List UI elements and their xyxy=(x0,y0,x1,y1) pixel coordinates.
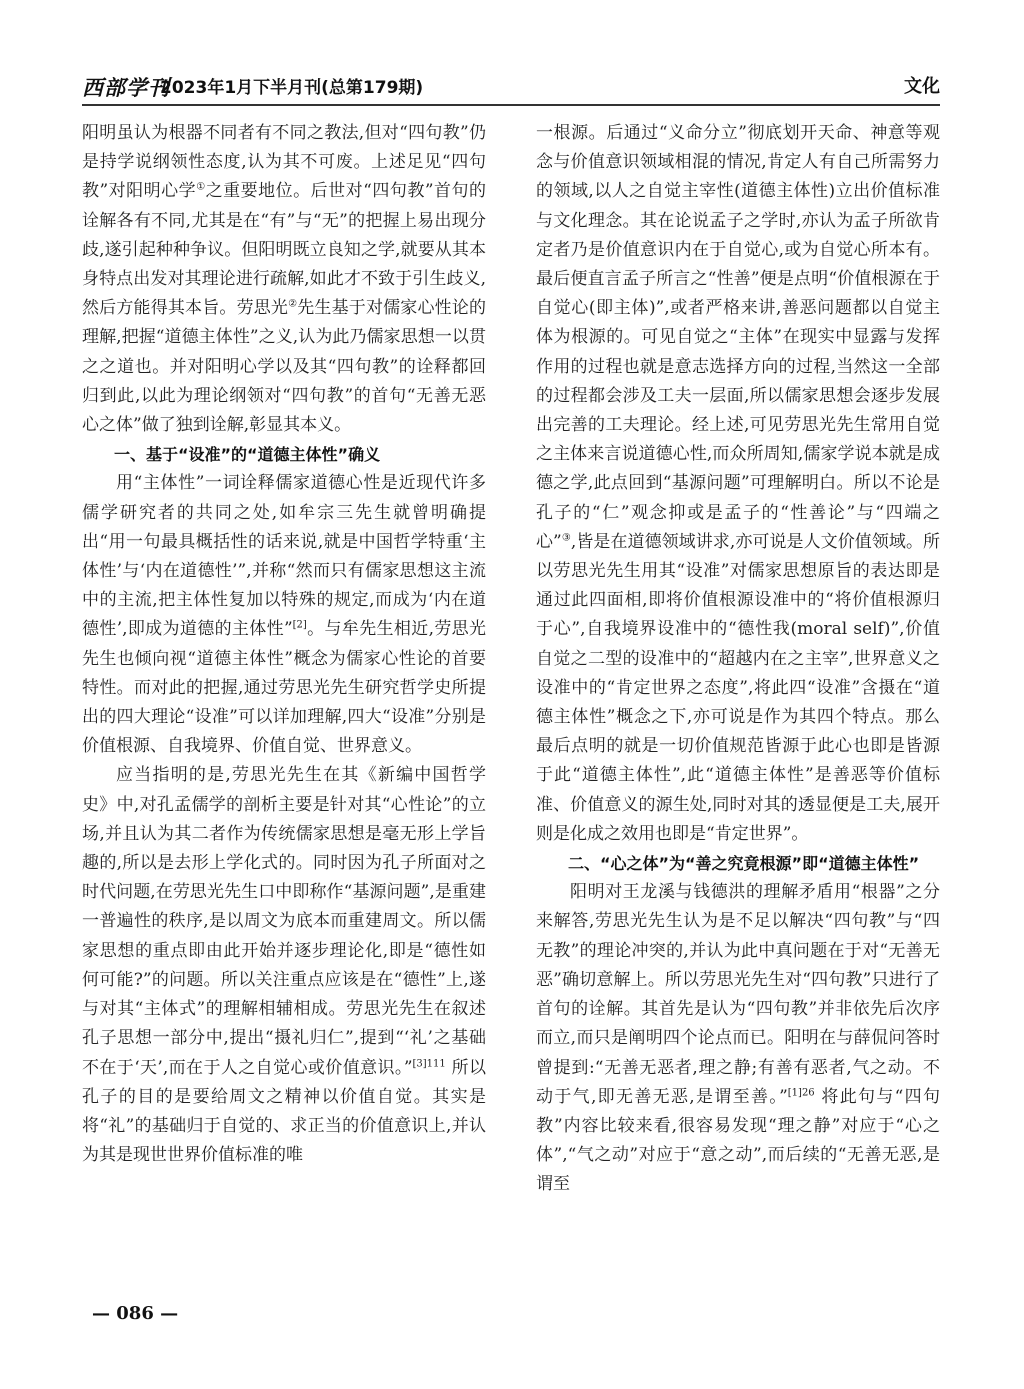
citation-marker: [1]26 xyxy=(787,1087,815,1099)
paragraph: 一根源。后通过“义命分立”彻底划开天命、神意等观念与价值意识领域相混的情况,肯定人有自己所需努力的领域,以人之自觉主宰性(道德主体性)立出价值标准与文化理念。其在论说孟子之学时,亦认为孟子所欲肯定者乃是价值意识内在于自觉心,或为自觉心所本有。最后便直言孟子所言之“性善”便是点明“价值根源在于自觉心(即主体)”,或者严格来讲,善恶问题都以自觉主体为根源的。可见自觉之“主体”在现实中显露与发挥作用的过程也就是意志选择方向的过程,当然这一全部的过程都会涉及工夫一层面,所以儒家思想会逐步发展出完善的工夫理论。经上述,可见劳思光先生常用自觉之主体来言说道德心性,而众所周知,儒家学说本就是成德之学,此点回到“基源问题”可理解明白。所以不论是孔子的“仁”观念抑或是孟子的“性善论”与“四端之心”③,皆是在道德领域讲求,亦可说是人文价值领域。所以劳思光先生用其“设准”对儒家思想原旨的表达即是通过此四面相,即将价值根源设准中的“将价值根源归于心”,自我境界设准中的“德性我(moral self)”,价值自觉之二型的设准中的“超越内在之主宰”,世界意义之设准中的“肯定世界之态度”,将此四“设准”含摄在“道德主体性”概念之下,亦可说是作为其四个特点。那么最后点明的就是一切价值规范皆源于此心也即是皆源于此“道德主体性”,此“道德主体性”是善恶等价值标准、价值意义的源生处,同时对其的透显便是工夫,展开则是化成之效用也即是“肯定世界”。 xyxy=(536,123,940,844)
section-name: 文化 xyxy=(904,76,940,97)
paragraph: 阳明虽认为根器不同者有不同之教法,但对“四句教”仍是持学说纲领性态度,认为其不可废。上述足见“四句教”对阳明心学①之重要地位。后世对“四句教”首句的诠解各有不同,尤其是在“有”与“无”的把握上易出现分歧,遂引起种种争议。但阳明既立良知之学,就要从其本身特点出发对其理论进行疏解,如此才不致于引生歧义,然后方能得其本旨。劳思光②先生基于对儒家心性论的理解,把握“道德主体性”之义,认为此乃儒家思想一以贯之之道也。并对阳明心学以及其“四句教”的诠释都回归到此,以此为理论纲领对“四句教”的首句“无善无恶心之体”做了独到诠解,彰显其本义。 xyxy=(82,123,487,436)
footnote-marker: ① xyxy=(196,181,206,193)
header-rule xyxy=(82,104,940,106)
journal-issue: 2023年1月下半月刊(总第179期) xyxy=(160,78,424,98)
paragraph: 应当指明的是,劳思光先生在其《新编中国哲学史》中,对孔孟儒学的剖析主要是针对其“心性论”的立场,并且认为其二者作为传统儒家思想是毫无形上学旨趣的,所以是去形上学化式的。同时因为孔子所面对之时代问题,在劳思光先生口中即称作“基源问题”,是重建一普遍性的秩序,是以周文为底本而重建周文。所以儒家思想的重点即由此开始并逐步理论化,即是“德性如何可能?”的问题。所以关注重点应该是在“德性”上,遂与对其“主体式”的理解相辅相成。劳思光先生在叙述孔子思想一部分中,提出“摄礼归仁”,提到“‘礼’之基础不在于‘天’,而在于人之自觉心或价值意识。”$^{[3]111}$ 所以孔子的目的是要给周文之精神以价值自觉。其实是将“礼”的基础归于自觉的、求正当的价值意识上,并认为其是现世世界价值标准的唯 xyxy=(82,765,486,1166)
section-heading: 一、基于“设准”的“道德主体性”确义 xyxy=(114,445,381,465)
citation-marker: [2] xyxy=(292,619,307,631)
journal-logo: 西部学刊 xyxy=(82,75,170,100)
page-header xyxy=(82,70,940,104)
section-heading: 二、“心之体”为“善之究竟根源”即“道德主体性” xyxy=(568,854,920,874)
right-column xyxy=(536,119,940,1200)
left-column xyxy=(82,119,486,1170)
paragraph: 阳明对王龙溪与钱德洪的理解矛盾用“根器”之分来解答,劳思光先生认为是不足以解决“四句教”与“四无教”的理论冲突的,并认为此中真问题在于对“无善无恶”确切意解上。所以劳思光先生对“四句教”只进行了首句的诠解。其首先是认为“四句教”并非依先后次序而立,而只是阐明四个论点而已。阳明在与薛侃问答时曾提到:“无善无恶者,理之静;有善有恶者,气之动。不动于气,即无善无恶,是谓至善。”$^{[1]26}$ 将此句与“四句教”内容比较来看,很容易发现“理之静”对应于“心之体”,“气之动”对应于“意之动”,而后续的“无善无恶,是谓至 xyxy=(536,882,940,1195)
citation-marker: [3]111 xyxy=(412,1057,446,1069)
page-number: — 086 — xyxy=(92,1303,179,1324)
footnote-marker: ② xyxy=(288,298,298,310)
footnote-marker: ③ xyxy=(561,532,571,544)
paragraph: 用“主体性”一词诠释儒家道德心性是近现代许多儒学研究者的共同之处,如牟宗三先生就曾明确提出“用一句最具概括性的话来说,就是中国哲学特重‘主体性’与‘内在道德性’”,并称“然而只有儒家思想这主流中的主流,把主体性复加以特殊的规定,而成为‘内在道德性’,即成为道德的主体性”[2]。与牟先生相近,劳思光先生也倾向视“道德主体性”概念为儒家心性论的首要特性。而对此的把握,通过劳思光先生研究哲学史所提出的四大理论“设准”可以详加理解,四大“设准”分别是价值根源、自我境界、价值自觉、世界意义。 xyxy=(82,473,487,757)
